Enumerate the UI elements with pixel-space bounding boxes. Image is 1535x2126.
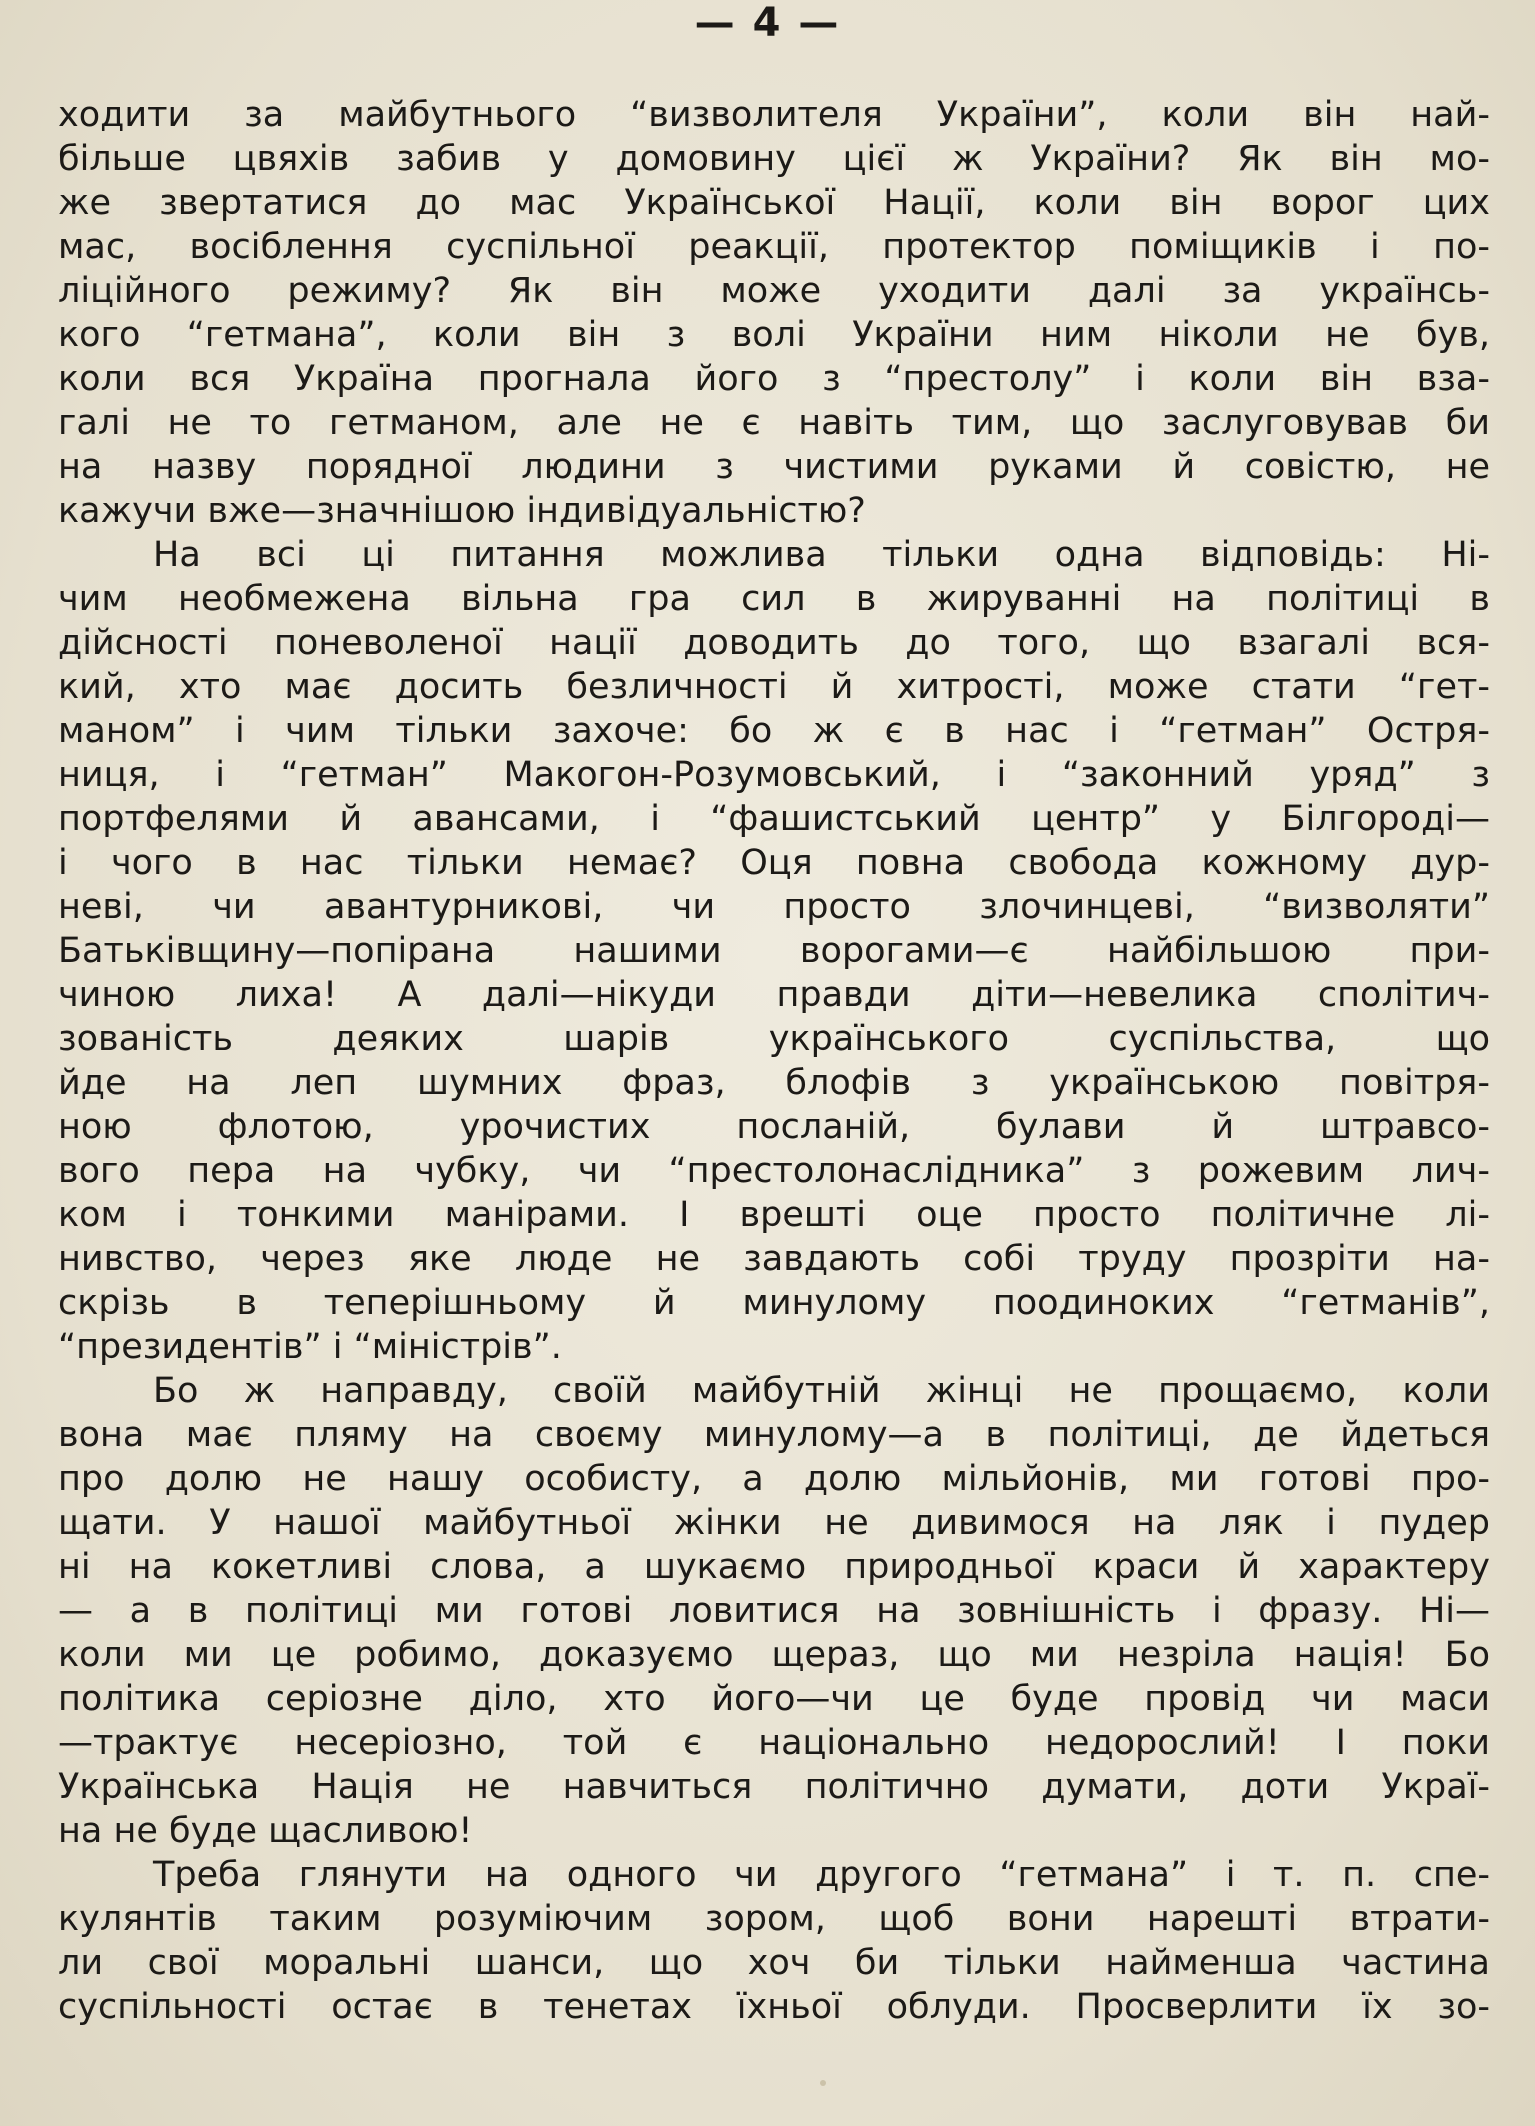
text-line: Бо ж направду, своїй майбутній жінці не прощаємо, коли	[153, 1371, 1490, 1411]
text-line: вого пера на чубку, чи “престолонаслідника” з рожевим лич-	[58, 1151, 1490, 1191]
text-line: щати. У нашої майбутньої жінки не дивимося на ляк і пудер	[58, 1503, 1490, 1543]
text-line: Українська Нація не навчиться політично думати, доти Украї-	[58, 1767, 1490, 1807]
text-line: На всі ці питання можлива тільки одна відповідь: Ні-	[153, 535, 1490, 575]
text-line: коли вся Україна прогнала його з “престолу” і коли він вза-	[58, 359, 1490, 399]
text-line: маном” і чим тільки захоче: бо ж є в нас і “гетман” Остря-	[58, 711, 1490, 751]
text-line: портфелями й авансами, і “фашистський центр” у Білгороді—	[58, 799, 1490, 839]
text-line: нивство, через яке люде не завдають собі труду прозріти на-	[58, 1239, 1490, 1279]
text-line: неві, чи авантурникові, чи просто злочинцеві, “визволяти”	[58, 887, 1490, 927]
text-line: ні на кокетливі слова, а шукаємо природньої краси й характеру	[58, 1547, 1490, 1587]
text-line: скрізь в теперішньому й минулому поодиноких “гетманів”,	[58, 1283, 1490, 1323]
text-line: коли ми це робимо, доказуємо щераз, що ми незріла нація! Бо	[58, 1635, 1490, 1675]
text-line: політика серіозне діло, хто його—чи це буде провід чи маси	[58, 1679, 1490, 1719]
text-line: ли свої моральні шанси, що хоч би тільки найменша частина	[58, 1943, 1490, 1983]
paragraph	[58, 1369, 1490, 1853]
text-line: — а в політиці ми готові ловитися на зовнішність і фразу. Ні—	[58, 1591, 1490, 1631]
text-line: кого “гетмана”, коли він з волі України ним ніколи не був,	[58, 315, 1490, 355]
text-line: кий, хто має досить безличності й хитрості, може стати “гет-	[58, 667, 1490, 707]
text-body	[58, 93, 1490, 2029]
text-line: Батьківщину—попірана нашими ворогами—є найбільшою при-	[58, 931, 1490, 971]
text-line: на назву порядної людини з чистими руками й совістю, не	[58, 447, 1490, 487]
text-line: ком і тонкими манірами. І врешті оце просто політичне лі-	[58, 1195, 1490, 1235]
text-line: —трактує несеріозно, той є національно недорослий! І поки	[58, 1723, 1490, 1763]
text-line: ниця, і “гетман” Макогон-Розумовський, і “законний уряд” з	[58, 755, 1490, 795]
text-line: чиною лиха! А далі—нікуди правди діти—невелика сполітич-	[58, 975, 1490, 1015]
text-line: Треба глянути на одного чи другого “гетмана” і т. п. спе-	[153, 1855, 1490, 1895]
text-line: кажучи вже—значнішою індивідуальністю?	[58, 491, 866, 531]
text-line: мас, восіблення суспільної реакції, протектор поміщиків і по-	[58, 227, 1490, 267]
text-line: ходити за майбутнього “визволителя України”, коли він най-	[58, 95, 1490, 135]
page-number: — 4 —	[694, 0, 841, 46]
text-line: суспільності остає в тенетах їхньої облуди. Просверлити їх зо-	[58, 1987, 1490, 2027]
text-line: дійсності поневоленої нації доводить до того, що взагалі вся-	[58, 623, 1490, 663]
text-line: вона має пляму на своєму минулому—а в політиці, де йдеться	[58, 1415, 1490, 1455]
paragraph	[58, 1853, 1490, 2029]
text-line: кулянтів таким розуміючим зором, щоб вони нарешті втрати-	[58, 1899, 1490, 1939]
text-line: ною флотою, урочистих посланій, булави й штравсо-	[58, 1107, 1490, 1147]
text-line: на не буде щасливою!	[58, 1811, 473, 1851]
text-line: більше цвяхів забив у домовину цієї ж України? Як він мо-	[58, 139, 1490, 179]
text-line: про долю не нашу особисту, а долю мільйонів, ми готові про-	[58, 1459, 1490, 1499]
text-line: чим необмежена вільна гра сил в жируванні на політиці в	[58, 579, 1490, 619]
text-line: і чого в нас тільки немає? Оця повна свобода кожному дур-	[58, 843, 1490, 883]
text-line: йде на леп шумних фраз, блофів з українською повітря-	[58, 1063, 1490, 1103]
text-line: ліційного режиму? Як він може уходити далі за українсь-	[58, 271, 1490, 311]
paragraph	[58, 533, 1490, 1369]
scan-speck	[820, 2080, 826, 2086]
text-line: “президентів” і “міністрів”.	[58, 1327, 562, 1367]
text-line: же звертатися до мас Української Нації, коли він ворог цих	[58, 183, 1490, 223]
paragraph	[58, 93, 1490, 533]
text-line: галі не то гетманом, але не є навіть тим, що заслуговував би	[58, 403, 1490, 443]
text-line: зованість деяких шарів українського суспільства, що	[58, 1019, 1490, 1059]
